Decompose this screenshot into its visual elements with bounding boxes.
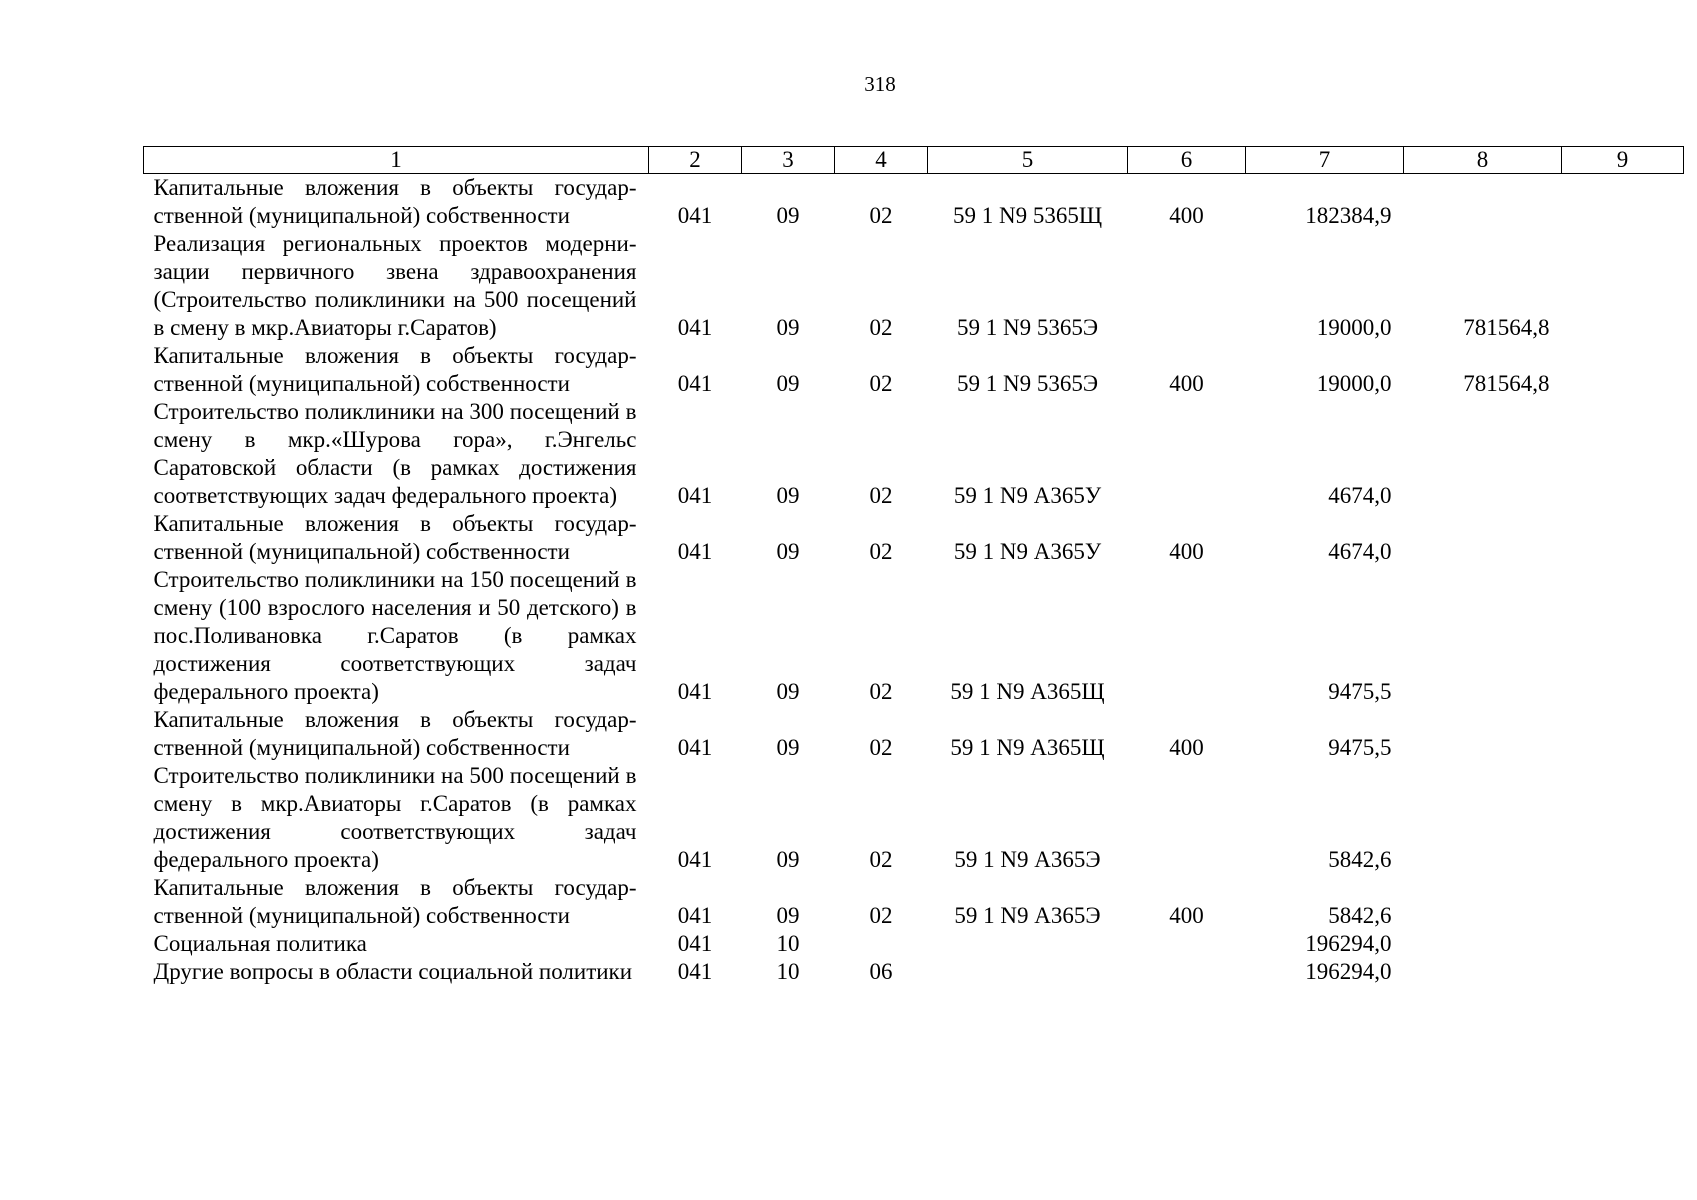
ministry-code: 041	[677, 735, 713, 760]
amount-col9	[1562, 762, 1684, 874]
amount-col8: 781564,8	[1463, 371, 1550, 396]
item-name: Реализация региональных проектов модернизации первичного звена здравоохранения (Строительство поликлиники на 500 посещений в смену в мкр.Авиаторы г.Саратов)	[153, 231, 637, 340]
table-row	[144, 342, 1684, 398]
amount-col9	[1562, 930, 1684, 958]
target-article-code: 59 1 N9 5365Щ	[952, 203, 1103, 228]
column-header: 1	[144, 147, 649, 174]
table-row	[144, 762, 1684, 874]
column-header: 3	[742, 147, 835, 174]
ministry-code: 041	[677, 679, 713, 704]
amount-col9	[1562, 342, 1684, 398]
expense-type-code: 400	[1169, 203, 1204, 228]
ministry-code: 041	[677, 959, 713, 984]
section-code: 09	[776, 847, 800, 872]
target-article-code: 59 1 N9 А365Э	[954, 903, 1101, 928]
expense-type-code	[1128, 958, 1246, 986]
column-header: 9	[1562, 147, 1684, 174]
amount-col9	[1562, 874, 1684, 930]
amount-col8	[1404, 762, 1562, 874]
amount-col9	[1562, 174, 1684, 231]
expense-type-code	[1128, 762, 1246, 874]
target-article-code	[928, 958, 1128, 986]
amount-col8	[1404, 174, 1562, 231]
subsection-code: 02	[869, 847, 893, 872]
table-row	[144, 566, 1684, 706]
item-name: Капитальные вложения в объекты государственной (муниципальной) собственности	[153, 875, 637, 928]
section-code: 09	[776, 371, 800, 396]
subsection-code: 02	[869, 539, 893, 564]
item-name: Капитальные вложения в объекты государственной (муниципальной) собственности	[153, 343, 637, 396]
table-row	[144, 398, 1684, 510]
amount-col9	[1562, 706, 1684, 762]
column-header: 7	[1246, 147, 1404, 174]
subsection-code: 02	[869, 483, 893, 508]
section-code: 09	[776, 903, 800, 928]
ministry-code: 041	[677, 847, 713, 872]
column-header: 4	[835, 147, 928, 174]
subsection-code: 06	[869, 959, 893, 984]
item-name: Строительство поликлиники на 500 посещений в смену в мкр.Авиаторы г.Саратов (в рамках достижения соответствующих задач федерального проекта)	[153, 763, 637, 872]
amount-col8	[1404, 398, 1562, 510]
ministry-code: 041	[677, 203, 713, 228]
item-name: Капитальные вложения в объекты государственной (муниципальной) собственности	[153, 175, 637, 228]
amount-col8	[1404, 566, 1562, 706]
table-header-row	[144, 147, 1684, 174]
ministry-code: 041	[677, 315, 713, 340]
target-article-code: 59 1 N9 А365У	[953, 483, 1102, 508]
expense-type-code	[1128, 398, 1246, 510]
page-number: 318	[864, 72, 896, 96]
target-article-code: 59 1 N9 А365Э	[954, 847, 1101, 872]
section-code: 09	[776, 315, 800, 340]
target-article-code: 59 1 N9 А365Щ	[950, 679, 1105, 704]
table-row	[144, 174, 1684, 231]
amount-col7: 4674,0	[1328, 483, 1392, 508]
expense-type-code	[1128, 566, 1246, 706]
amount-col7: 19000,0	[1316, 315, 1392, 340]
amount-col8	[1404, 874, 1562, 930]
target-article-code: 59 1 N9 5365Э	[956, 371, 1099, 396]
table-row	[144, 958, 1684, 986]
section-code: 09	[776, 203, 800, 228]
expense-type-code: 400	[1169, 371, 1204, 396]
column-header: 5	[928, 147, 1128, 174]
column-header: 8	[1404, 147, 1562, 174]
item-name: Социальная политика	[153, 931, 367, 956]
section-code: 09	[776, 679, 800, 704]
amount-col9	[1562, 398, 1684, 510]
amount-col9	[1562, 566, 1684, 706]
target-article-code: 59 1 N9 А365Щ	[950, 735, 1105, 760]
amount-col9	[1562, 958, 1684, 986]
expense-type-code	[1128, 230, 1246, 342]
section-code: 10	[776, 931, 800, 956]
target-article-code	[928, 930, 1128, 958]
table-row	[144, 230, 1684, 342]
amount-col7: 9475,5	[1328, 679, 1392, 704]
ministry-code: 041	[677, 371, 713, 396]
subsection-code: 02	[869, 735, 893, 760]
subsection-code: 02	[869, 203, 893, 228]
table-row	[144, 930, 1684, 958]
table-row	[144, 874, 1684, 930]
amount-col7: 196294,0	[1305, 931, 1392, 956]
item-name: Капитальные вложения в объекты государственной (муниципальной) собственности	[153, 511, 637, 564]
table-row	[144, 706, 1684, 762]
amount-col9	[1562, 230, 1684, 342]
amount-col7: 182384,9	[1305, 203, 1392, 228]
table-row	[144, 510, 1684, 566]
amount-col8	[1404, 706, 1562, 762]
amount-col7: 4674,0	[1328, 539, 1392, 564]
subsection-code: 02	[869, 679, 893, 704]
amount-col7: 196294,0	[1305, 959, 1392, 984]
ministry-code: 041	[677, 539, 713, 564]
ministry-code: 041	[677, 931, 713, 956]
amount-col7: 5842,6	[1328, 847, 1392, 872]
amount-col7: 19000,0	[1316, 371, 1392, 396]
expense-type-code: 400	[1169, 735, 1204, 760]
column-header: 2	[649, 147, 742, 174]
subsection-code: 02	[869, 315, 893, 340]
table-body	[144, 174, 1684, 987]
target-article-code: 59 1 N9 5365Э	[956, 315, 1099, 340]
subsection-code: 02	[869, 371, 893, 396]
section-code: 10	[776, 959, 800, 984]
subsection-code: 02	[869, 903, 893, 928]
ministry-code: 041	[677, 903, 713, 928]
item-name: Строительство поликлиники на 300 посещений в смену в мкр.«Шурова гора», г.Энгельс Саратовской области (в рамках достижения соответствующих задач федерального проекта)	[153, 399, 637, 508]
amount-col8	[1404, 930, 1562, 958]
column-header: 6	[1128, 147, 1246, 174]
section-code: 09	[776, 539, 800, 564]
expense-type-code	[1128, 930, 1246, 958]
subsection-code	[835, 930, 928, 958]
section-code: 09	[776, 735, 800, 760]
budget-table	[143, 146, 1684, 986]
amount-col8	[1404, 510, 1562, 566]
amount-col8	[1404, 958, 1562, 986]
target-article-code: 59 1 N9 А365У	[953, 539, 1102, 564]
item-name: Капитальные вложения в объекты государственной (муниципальной) собственности	[153, 707, 637, 760]
expense-type-code: 400	[1169, 903, 1204, 928]
section-code: 09	[776, 483, 800, 508]
expense-type-code: 400	[1169, 539, 1204, 564]
item-name: Строительство поликлиники на 150 посещений в смену (100 взрослого населения и 50 детского) в пос.Поливановка г.Саратов (в рамках достижения соответствующих задач федерального проекта)	[153, 567, 637, 704]
amount-col8: 781564,8	[1463, 315, 1550, 340]
amount-col7: 5842,6	[1328, 903, 1392, 928]
ministry-code: 041	[677, 483, 713, 508]
amount-col7: 9475,5	[1328, 735, 1392, 760]
amount-col9	[1562, 510, 1684, 566]
item-name: Другие вопросы в области социальной политики	[153, 959, 633, 984]
